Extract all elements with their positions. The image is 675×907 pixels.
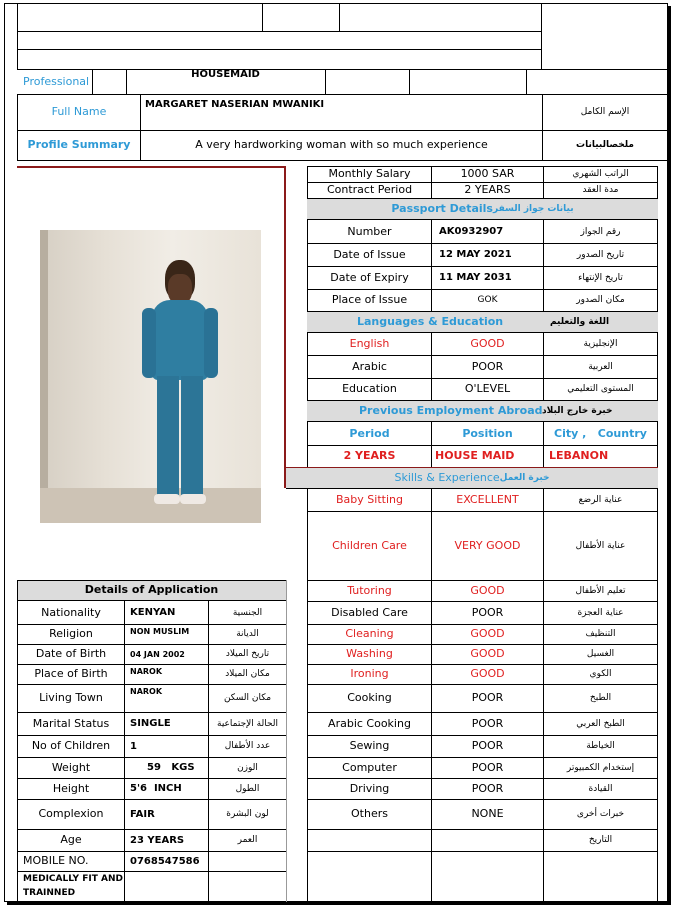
application-value: NAROK (130, 687, 163, 696)
employment-position: HOUSE MAID (435, 449, 515, 463)
language-ar: الإنجليزية (583, 339, 618, 350)
application-ar: لون البشرة (226, 809, 269, 820)
employment-title-ar: خبرة خارج البلاد (542, 405, 613, 416)
monthly-salary-label: Monthly Salary (328, 167, 411, 181)
mobile-value: 0768547586 (130, 855, 200, 867)
full-name-value: MARGARET NASERIAN MWANIKI (145, 99, 325, 110)
skill-value: POOR (471, 716, 504, 730)
application-label: Date of Birth (35, 647, 107, 661)
language-label: Education (342, 382, 397, 396)
skill-value (432, 830, 543, 851)
candidate-photo (40, 230, 261, 523)
skill-ar: التاريخ (588, 835, 613, 846)
application-label: No of Children (31, 739, 111, 753)
position-value: HOUSEMAID (191, 69, 260, 80)
application-ar: الجنسية (232, 607, 263, 618)
skill-ar: إستخدام الكمبيوتر (566, 762, 635, 773)
skill-ar: الغسيل (586, 649, 615, 660)
contract-ar: مدة العقد (582, 185, 619, 196)
employment-period: 2 YEARS (343, 449, 396, 463)
language-ar: المستوى التعليمي (567, 384, 634, 395)
language-label: English (349, 337, 390, 351)
skill-value: POOR (471, 781, 504, 795)
profile-summary-value: A very hardworking woman with so much experience (195, 138, 488, 152)
application-ar: مكان السكن (223, 693, 272, 704)
monthly-salary-value: 1000 SAR (460, 167, 515, 181)
passport-section-header (307, 198, 658, 220)
medical-fitness-label: MEDICALLY FIT AND TRAINNED (23, 874, 123, 898)
passport-label: Number (347, 224, 392, 238)
application-ar: الطول (235, 783, 260, 794)
passport-title: Passport Details (391, 201, 493, 215)
skill-label: Tutoring (347, 583, 392, 597)
skill-label: Children Care (332, 538, 407, 552)
passport-label: Date of Issue (333, 247, 406, 261)
full-name-label: Full Name (51, 105, 107, 119)
monthly-salary-ar: الراتب الشهري (572, 169, 629, 180)
skill-label: Washing (346, 647, 393, 661)
skill-value: VERY GOOD (454, 538, 521, 552)
skill-label (308, 830, 431, 851)
skills-section-header (286, 467, 658, 489)
skill-ar: عناية العجزة (577, 607, 624, 618)
employment-country: LEBANON (549, 449, 609, 463)
skill-ar: عناية الأطفال (575, 540, 626, 551)
application-label: Complexion (38, 807, 104, 821)
contract-value: 2 YEARS (464, 183, 511, 197)
application-value: 04 JAN 2002 (130, 649, 185, 659)
application-section-header: Details of Application (17, 580, 286, 601)
language-ar: العربية (588, 361, 613, 372)
skill-label: Baby Sitting (336, 493, 403, 507)
application-value: FAIR (130, 808, 155, 820)
skill-value: POOR (471, 605, 504, 619)
application-ar: العمر (237, 835, 258, 846)
skill-ar: عناية الرضع (578, 495, 623, 506)
skill-value: EXCELLENT (456, 493, 519, 507)
skill-value: POOR (471, 739, 504, 753)
mobile-label: MOBILE NO. (23, 854, 89, 868)
skill-ar: تعليم الأطفال (575, 585, 626, 596)
skill-value: POOR (471, 691, 504, 705)
passport-ar: رقم الجواز (580, 226, 621, 237)
skill-label: Cleaning (345, 627, 394, 641)
skill-label: Ironing (350, 667, 389, 681)
employment-header-position: Position (462, 426, 513, 440)
skill-label: Others (351, 807, 388, 821)
employment-header-period: Period (349, 426, 390, 440)
application-ar: عدد الأطفال (224, 741, 271, 752)
application-ar: الديانة (236, 629, 259, 640)
passport-label: Place of Issue (331, 293, 408, 307)
application-value: NON MUSLIM (130, 627, 190, 636)
languages-section-header (307, 311, 658, 333)
application-value: SINGLE (130, 718, 171, 730)
skill-ar: التنظيف (585, 629, 616, 640)
skill-ar: خبرات أخرى (576, 809, 625, 820)
skill-label: Cooking (347, 691, 392, 705)
application-label: Religion (49, 627, 93, 641)
employment-header-location: City , Country (554, 426, 647, 440)
passport-value: AK0932907 (439, 226, 504, 238)
application-value: NAROK (130, 667, 163, 676)
skill-label: Driving (349, 781, 390, 795)
application-label: Age (60, 833, 82, 847)
skill-value: NONE (471, 807, 504, 821)
skill-ar: الكوي (589, 669, 612, 680)
application-value: 23 YEARS (130, 834, 185, 846)
languages-title: Languages & Education (357, 314, 504, 328)
application-value: 1 (130, 740, 137, 752)
application-value: 59 KGS (147, 762, 195, 774)
skill-label: Disabled Care (331, 605, 408, 619)
application-label: Height (52, 781, 90, 795)
application-value: KENYAN (130, 607, 176, 619)
passport-ar: تاريخ الصدور (576, 249, 625, 260)
skill-value: GOOD (470, 647, 505, 661)
skill-ar: الطبخ العربي (576, 718, 625, 729)
skill-label: Sewing (349, 739, 390, 753)
application-ar: تاريخ الميلاد (225, 649, 270, 660)
skills-title-ar: خبرة العمل (499, 472, 550, 483)
skill-label: Computer (342, 760, 397, 774)
application-ar: الحالة الإجتماعية (217, 718, 278, 729)
languages-title-ar: اللغة والتعليم (550, 316, 610, 327)
application-label: Nationality (41, 605, 101, 619)
profile-summary-label: Profile Summary (27, 138, 131, 152)
application-ar: الوزن (237, 762, 258, 773)
passport-ar: تاريخ الإنتهاء (578, 272, 623, 283)
skill-ar: الخياطة (586, 741, 615, 752)
passport-value: 12 MAY 2021 (439, 249, 512, 261)
application-label: Weight (51, 760, 91, 774)
skill-label: Arabic Cooking (328, 716, 411, 730)
employment-section-header (307, 400, 658, 422)
application-label: Place of Birth (34, 667, 108, 681)
skill-value: GOOD (470, 667, 505, 681)
application-ar: مكان الميلاد (225, 669, 270, 680)
skill-value: POOR (471, 760, 504, 774)
passport-label: Date of Expiry (330, 270, 409, 284)
language-label: Arabic (352, 359, 387, 373)
application-label: Marital Status (32, 716, 110, 730)
professional-label: Professional (23, 74, 90, 88)
language-value: GOOD (470, 337, 505, 351)
application-value: 5'6 INCH (130, 783, 182, 795)
profile-summary-ar: ملخصالبيانات (576, 140, 634, 151)
full-name-ar: الإسم الكامل (580, 107, 630, 118)
skills-title: Skills & Experience (394, 470, 500, 484)
skill-ar: الطبخ (589, 693, 612, 704)
passport-value: GOK (477, 295, 498, 306)
language-value: O'LEVEL (464, 382, 511, 396)
language-value: POOR (471, 359, 504, 373)
passport-value: 11 MAY 2031 (439, 272, 512, 284)
contract-label: Contract Period (326, 183, 413, 197)
skill-ar: القيادة (588, 783, 613, 794)
employment-title: Previous Employment Abroad (359, 403, 543, 417)
passport-ar: مكان الصدور (576, 295, 625, 306)
passport-title-ar: بيانات جواز السفر (492, 203, 574, 214)
application-label: Living Town (39, 691, 103, 705)
skill-value: GOOD (470, 627, 505, 641)
skill-value: GOOD (470, 583, 505, 597)
